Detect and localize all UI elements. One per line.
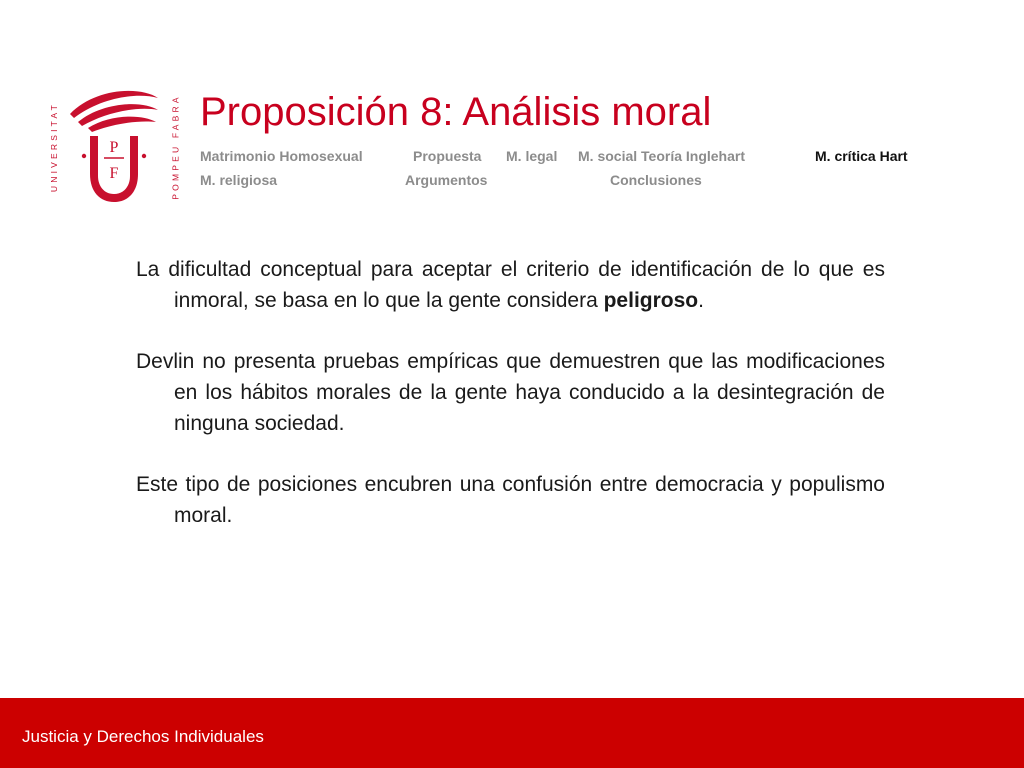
footer-course-title: Justicia y Derechos Individuales — [22, 727, 264, 746]
nav-item-argumentos[interactable]: Argumentos — [405, 172, 488, 188]
logo-side-text-right: POMPEU FABRA — [171, 94, 182, 200]
svg-text:F: F — [109, 165, 119, 182]
slide-title: Proposición 8: Análisis moral — [200, 90, 712, 134]
footer-bar — [0, 698, 1024, 768]
svg-text:P: P — [109, 139, 119, 156]
slide-body — [136, 254, 885, 561]
section-nav — [200, 148, 940, 196]
paragraph-devlin: Devlin no presenta pruebas empíricas que demuestren que las modificaciones en los hábitos morales de la gente haya conducido a la desintegración de ninguna sociedad. — [136, 350, 885, 435]
paragraph-populismo-moral: Este tipo de posiciones encubren una confusión entre democracia y populismo moral. — [136, 473, 885, 527]
paragraph-dificultad-conceptual: La dificultad conceptual para aceptar el criterio de identificación de lo que es inmoral, se basa en lo que la gente considera peligroso. — [136, 258, 885, 312]
university-logo — [40, 82, 190, 212]
emphasis-peligroso: peligroso — [603, 289, 699, 312]
nav-item-m-religiosa[interactable]: M. religiosa — [200, 172, 278, 188]
nav-item-m-critica-hart[interactable]: M. crítica Hart — [815, 148, 908, 164]
nav-item-propuesta[interactable]: Propuesta — [413, 148, 482, 164]
logo-side-text-left: UNIVERSITAT — [49, 101, 60, 193]
nav-item-conclusiones[interactable]: Conclusiones — [610, 172, 702, 188]
nav-item-matrimonio-homosexual[interactable]: Matrimonio Homosexual — [200, 148, 363, 164]
nav-item-m-social-teoria-inglehart[interactable]: M. social Teoría Inglehart — [578, 148, 746, 164]
nav-item-m-legal[interactable]: M. legal — [506, 148, 558, 164]
